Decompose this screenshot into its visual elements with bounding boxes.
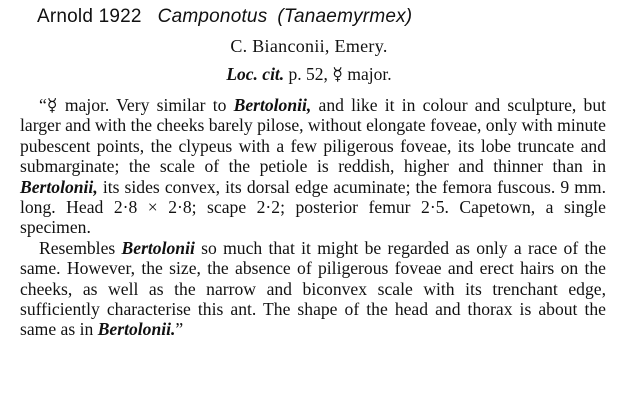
taxon-reference: Bertolonii [121, 237, 195, 258]
text-segment: its sides convex, its dorsal edge acuminate; the femora fuscous. 9 mm. long. Head 2·8 × 2·8; scape 2·2; posterior femur 2·5. Capetown, a single specimen. [20, 176, 606, 238]
subgenus-name: (Tanaemyrmex) [277, 6, 413, 27]
locality-line [0, 64, 618, 85]
author-year: Arnold 1922 [37, 6, 142, 27]
species-title: C. Bianconii, Emery. [230, 36, 388, 56]
taxon-reference: Bertolonii, [20, 176, 98, 197]
text-segment: ” [175, 319, 184, 340]
text-segment: Resembles [39, 237, 122, 258]
text-segment: “☿ major. Very similar to [39, 95, 234, 115]
taxon-reference: Bertolonii, [233, 95, 312, 115]
citation-header [37, 6, 412, 28]
text-segment: so much that it might be regarded as only a race of the same. However, the size, the absence of piligerous foveae and erect hairs on the cheeks, as well as the narrow and biconvex scale with its trenchant edge, sufficiently characterise this ant. The shape of the head and thorax is about the same as in [20, 237, 606, 340]
description-body [20, 95, 606, 340]
genus-name: Camponotus [157, 6, 268, 27]
remarks-paragraph [20, 238, 606, 340]
description-paragraph [20, 95, 606, 238]
locality-text: p. 52, ☿ major. [288, 64, 392, 84]
taxon-reference: Bertolonii. [97, 319, 176, 340]
locality-label: Loc. cit. [226, 64, 285, 84]
text-segment: and like it in colour and sculpture, but larger and with the cheeks barely pilose, without elongate foveae, only with minute pubescent points, the clypeus with a few piligerous foveae, its lobe truncate and submarginate; the scale of the petiole is reddish, higher and thinner than in [20, 95, 607, 177]
